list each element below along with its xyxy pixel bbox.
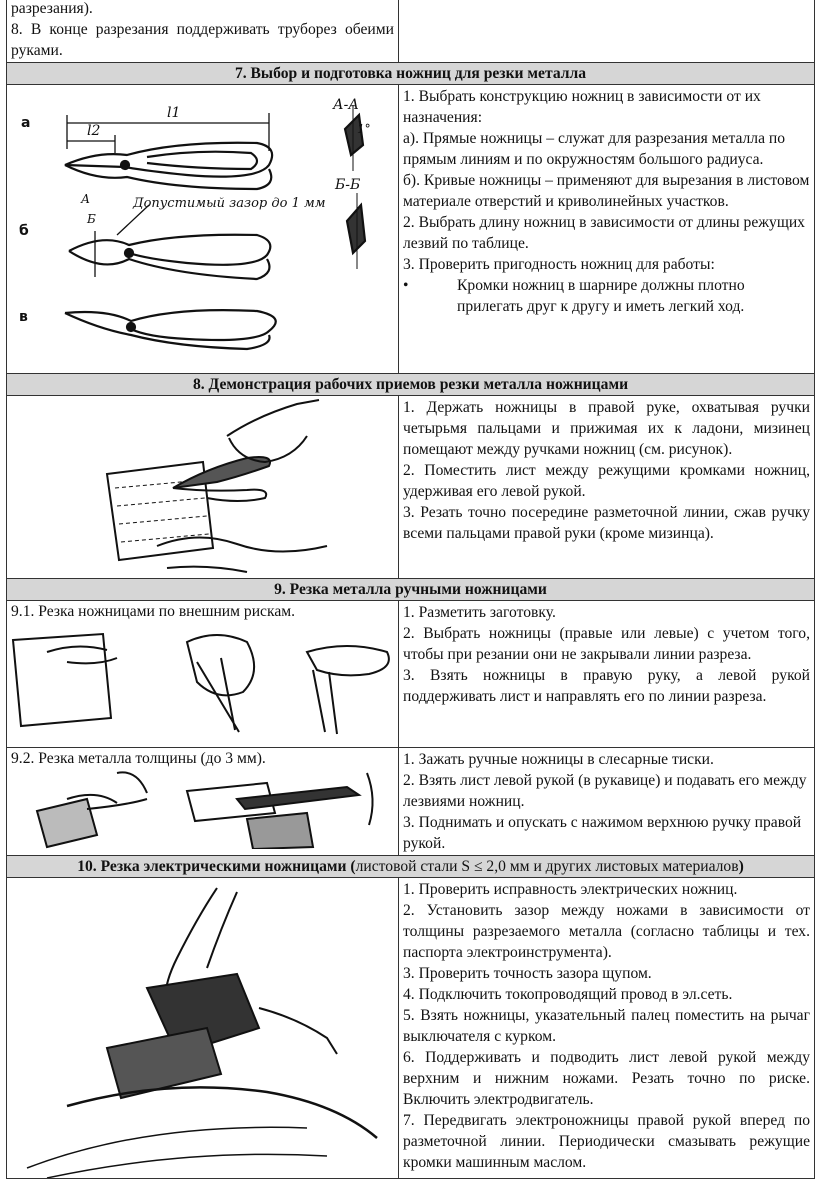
step8-text: 8. В конце разрезания поддерживать труборез обеими руками. (11, 21, 394, 59)
s10-step: 7. Передвигать электроножницы правой рукой вперед по разметочной линии. Периодически смазывать режущие кромки машинным маслом. (403, 1112, 810, 1171)
scissors-types-figure (7, 85, 399, 374)
label-a: а (21, 115, 31, 131)
label-l1: l1 (167, 105, 181, 121)
s10-step: 4. Подключить токопроводящий провод в эл.сеть. (403, 986, 733, 1003)
table-row (7, 396, 815, 579)
label-b: б (19, 223, 29, 239)
thick-metal-cell (7, 748, 399, 856)
s10-step: 1. Проверить исправность электрических ножниц. (403, 881, 738, 898)
label-v: в (19, 309, 28, 325)
electric-shears-figure (7, 878, 399, 1179)
s7-step: 2. Выбрать длину ножниц в зависимости от длины режущих лезвий по таблице. (403, 214, 805, 252)
s9-step: 3. Взять ножницы в правую руку, а левой рукой поддерживать лист и направлять его по линии разреза. (403, 667, 810, 705)
section-9-title: 9. Резка металла ручными ножницами (7, 579, 815, 601)
label-bb: Б-Б (335, 177, 361, 193)
s7-step: 1. Выбрать конструкцию ножниц в зависимости от их назначения: (403, 88, 761, 126)
s7-step: а). Прямые ножницы – служат для разрезания металла по прямым линиям и по окружностям большого радиуса. (403, 130, 786, 168)
section-7-steps (399, 85, 815, 374)
label-a-mark: А (81, 192, 91, 206)
label-l2: l2 (87, 123, 101, 139)
top-text: разрезания). (11, 0, 93, 17)
section-9-1-steps (399, 601, 815, 748)
s8-step: 3. Резать точно посередине разметочной линии, сжав ручку всеми пальцами правой руки (кроме мизинца). (403, 504, 810, 542)
s10-step: 6. Поддерживать и подводить лист левой рукой между верхним и нижним ножами. Резать точно по риске. Включить электродвигатель. (403, 1049, 810, 1108)
s10-paren-close: ) (738, 858, 744, 875)
s9-step: 2. Выбрать ножницы (правые или левые) с учетом того, чтобы при резании они не закрывали линии разреза. (403, 625, 810, 663)
s10-step: 5. Взять ножницы, указательный палец поместить на рычаг выключателя с курком. (403, 1007, 810, 1045)
bullet-icon: • (403, 277, 409, 294)
label-aa: А-А (333, 97, 359, 113)
cutting-by-marks-drawing (7, 622, 399, 744)
s9-sub2: 9.2. Резка металла толщины (до 3 мм). (11, 750, 266, 767)
s7-step: б). Кривые ножницы – применяют для вырезания в листовом материале отверстий и криволинейных участков. (403, 172, 810, 210)
section-10-steps (399, 878, 815, 1179)
hand-scissors-figure (7, 396, 399, 579)
s9-sub1: 9.1. Резка ножницами по внешним рискам. (11, 603, 296, 620)
s9-step: 3. Поднимать и опускать с нажимом верхнюю ручку правой рукой. (403, 814, 802, 852)
label-gap: Допустимый зазор до 1 мм (133, 196, 326, 211)
s10-title-bold: 10. Резка электрическими ножницами (77, 858, 347, 875)
s9-step: 1. Разметить заготовку. (403, 604, 556, 621)
section-8-title: 8. Демонстрация рабочих приемов резки металла ножницами (7, 374, 815, 396)
s9-step: 1. Зажать ручные ножницы в слесарные тиски. (403, 751, 714, 768)
s10-title-normal: листовой стали S ≤ 2,0 мм и других листовых материалов (355, 858, 739, 875)
table-row (7, 748, 815, 856)
table-row (7, 601, 815, 748)
s8-step: 2. Поместить лист между режущими кромками ножниц, удерживая его левой рукой. (403, 462, 810, 500)
table-row (7, 0, 815, 63)
s7-bullet-text: Кромки ножниц в шарнире должны плотно прилегать друг к другу и иметь легкий ход. (457, 277, 745, 315)
table-row (7, 878, 815, 1179)
hand-holding-scissors-drawing (7, 396, 399, 578)
s9-step: 2. Взять лист левой рукой (в рукавице) и подавать его между лезвиями ножниц. (403, 772, 807, 810)
cutting-by-marks-cell (7, 601, 399, 748)
s10-paren-open: ( (346, 858, 356, 875)
label-b-mark: Б (87, 212, 96, 226)
s10-step: 2. Установить зазор между ножами в зависимости от толщины разрезаемого металла (согласно таблицы и тех. паспорта электроинструмента). (403, 902, 810, 961)
s7-bullet (403, 275, 810, 317)
s10-step: 3. Проверить точность зазора щупом. (403, 965, 652, 982)
section-8-steps (399, 396, 815, 579)
instruction-table (6, 0, 815, 1179)
top-left-cell (7, 0, 399, 63)
label-angle: 1° (357, 122, 371, 136)
section-9-2-steps (399, 748, 815, 856)
s8-step: 1. Держать ножницы в правой руке, охватывая ручки четырьмя пальцами и прижимая их к ладони, мизинец помещают между ручками ножниц (см. рисунок). (403, 399, 810, 458)
thick-metal-drawing (7, 769, 399, 849)
s7-step: 3. Проверить пригодность ножниц для работы: (403, 256, 715, 273)
scissors-diagram (7, 85, 399, 373)
electric-shears-drawing (7, 878, 399, 1178)
section-7-title: 7. Выбор и подготовка ножниц для резки металла (7, 63, 815, 85)
section-10-title (7, 856, 815, 878)
top-right-cell (399, 0, 815, 63)
table-row (7, 85, 815, 374)
